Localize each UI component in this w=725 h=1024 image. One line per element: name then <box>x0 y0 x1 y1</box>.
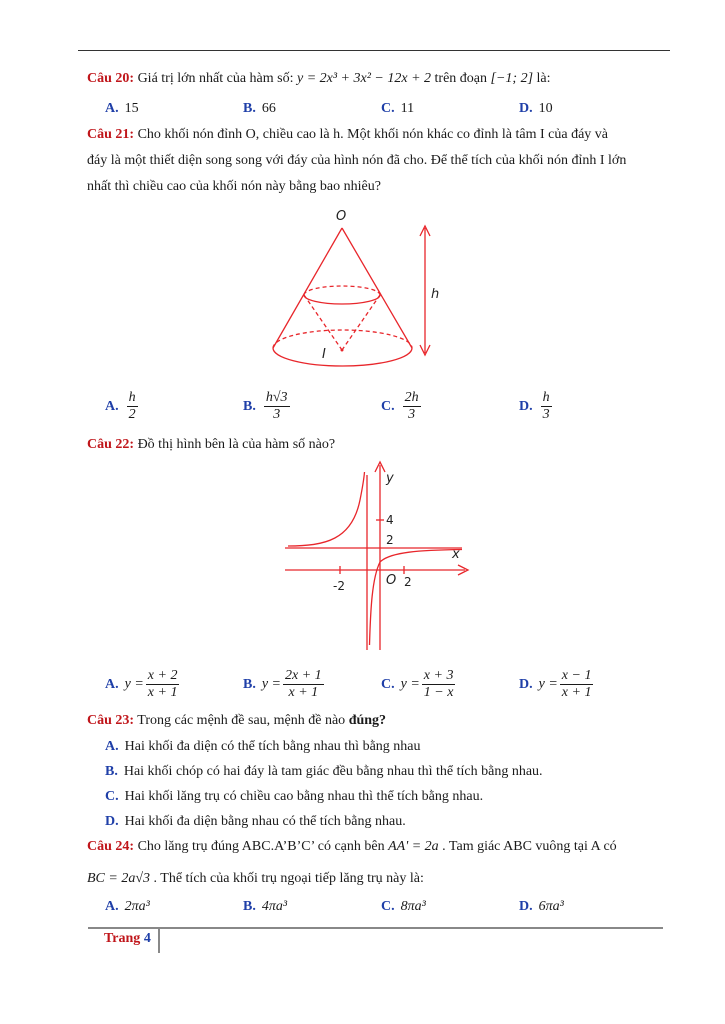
footer-rule <box>88 927 663 929</box>
q23-option-c[interactable]: C. Hai khối lăng trụ có chiều cao bằng nhau thì thể tích bằng nhau. <box>105 789 484 804</box>
cone-base-back <box>273 330 412 348</box>
q24-line-2: BC = 2a√3 . Thể tích của khối trụ ngoại tiếp lăng trụ này là: <box>87 871 424 886</box>
page-number: Trang 4 <box>104 931 151 946</box>
q21-option-a[interactable]: A. $\frac{h}{2}$ <box>105 390 136 422</box>
apex-label: O <box>336 209 347 224</box>
base-center-label: I <box>322 347 326 362</box>
q20-option-a[interactable]: A. 15 <box>105 101 139 116</box>
q22-option-c[interactable]: C. y = $\frac{x + 3}{1 - x}$ <box>381 668 454 700</box>
q21-label: Câu 21: <box>87 127 135 142</box>
section-front <box>304 295 380 304</box>
q22-option-d[interactable]: D. y = $\frac{x - 1}{x + 1}$ <box>519 668 592 700</box>
function-graph <box>280 460 480 655</box>
q21-option-d[interactable]: D. $\frac{h}{3}$ <box>519 390 550 422</box>
q22-option-a[interactable]: A. y = $\frac{x + 2}{x + 1}$ <box>105 668 178 700</box>
q23-label: Câu 23: <box>87 713 135 728</box>
tick-label-y2: 2 <box>386 533 394 547</box>
q23-line: Câu 23: Trong các mệnh đề sau, mệnh đề nào đúng? <box>87 713 387 728</box>
q22-option-b[interactable]: B. y = $\frac{2x + 1}{x + 1}$ <box>243 668 322 700</box>
q24-option-a[interactable]: A. 2πa³ <box>105 899 150 914</box>
q24-option-d[interactable]: D. 6πa³ <box>519 899 564 914</box>
q21-line-1: Câu 21: Cho khối nón đỉnh O, chiều cao là h. Một khối nón khác co đỉnh là tâm I của đáy và <box>87 127 609 142</box>
q23-option-a[interactable]: A. Hai khối đa diện có thể tích bằng nhau thì bằng nhau <box>105 739 421 754</box>
q24-label: Câu 24: <box>87 839 135 854</box>
q24-math-1: AA' = 2a <box>388 839 439 854</box>
q24-option-b[interactable]: B. 4πa³ <box>243 899 288 914</box>
q20-line <box>87 70 551 88</box>
q23-option-d[interactable]: D. Hai khối đa diện bằng nhau có thể tích bằng nhau. <box>105 814 406 829</box>
q20-text-before: Giá trị lớn nhất của hàm số: <box>134 71 297 86</box>
q20-option-d[interactable]: D. 10 <box>519 101 553 116</box>
height-label: h <box>431 287 440 302</box>
section-back <box>304 286 380 295</box>
tick-label-4: 4 <box>386 513 394 527</box>
q20-interval: [−1; 2] <box>490 71 534 86</box>
left-branch <box>288 472 365 546</box>
q20-label: Câu 20: <box>87 71 135 86</box>
q23-emph: đúng? <box>348 713 387 728</box>
q21-line-3: nhất thì chiều cao của khối nón này bằng bao nhiêu? <box>87 179 381 194</box>
base-center-dot <box>341 349 344 352</box>
tick-label-neg2: -2 <box>333 579 345 593</box>
q21-option-b[interactable]: B. $\frac{h√3}{3}$ <box>243 390 288 422</box>
footer-divider <box>158 929 160 953</box>
q20-text-mid: trên đoạn <box>431 71 491 86</box>
q20-option-c[interactable]: C. 11 <box>381 101 415 116</box>
q22-line: Câu 22: Đồ thị hình bên là của hàm số nào? <box>87 437 336 452</box>
right-branch <box>370 550 463 646</box>
q24-math-2: BC = 2a√3 <box>87 871 151 886</box>
y-label: y <box>386 471 394 486</box>
q20-text-after: là: <box>533 71 551 86</box>
q21-option-c[interactable]: C. $\frac{2h}{3}$ <box>381 390 419 422</box>
q24-line-1: Câu 24: Cho lăng trụ đúng ABC.A’B’C’ có cạnh bên AA' = 2a . Tam giác ABC vuông tại A có <box>87 839 617 854</box>
q22-label: Câu 22: <box>87 437 135 452</box>
q24-option-c[interactable]: C. 8πa³ <box>381 899 426 914</box>
q21-line-2: đáy là một thiết diện song song với đáy của hình nón đã cho. Để thể tích của khối nón đỉnh I lớn <box>87 153 627 168</box>
q23-option-b[interactable]: B. Hai khối chóp có hai đáy là tam giác đều bằng nhau thì thể tích bằng nhau. <box>105 764 543 779</box>
q20-option-b[interactable]: B. 66 <box>243 101 276 116</box>
x-label: x <box>452 547 460 562</box>
tick-label-x2: 2 <box>404 575 412 589</box>
origin-label: O <box>386 573 397 588</box>
top-rule <box>78 50 670 51</box>
cone-figure <box>260 200 460 375</box>
q20-formula: y = 2x³ + 3x² − 12x + 2 <box>296 71 432 86</box>
